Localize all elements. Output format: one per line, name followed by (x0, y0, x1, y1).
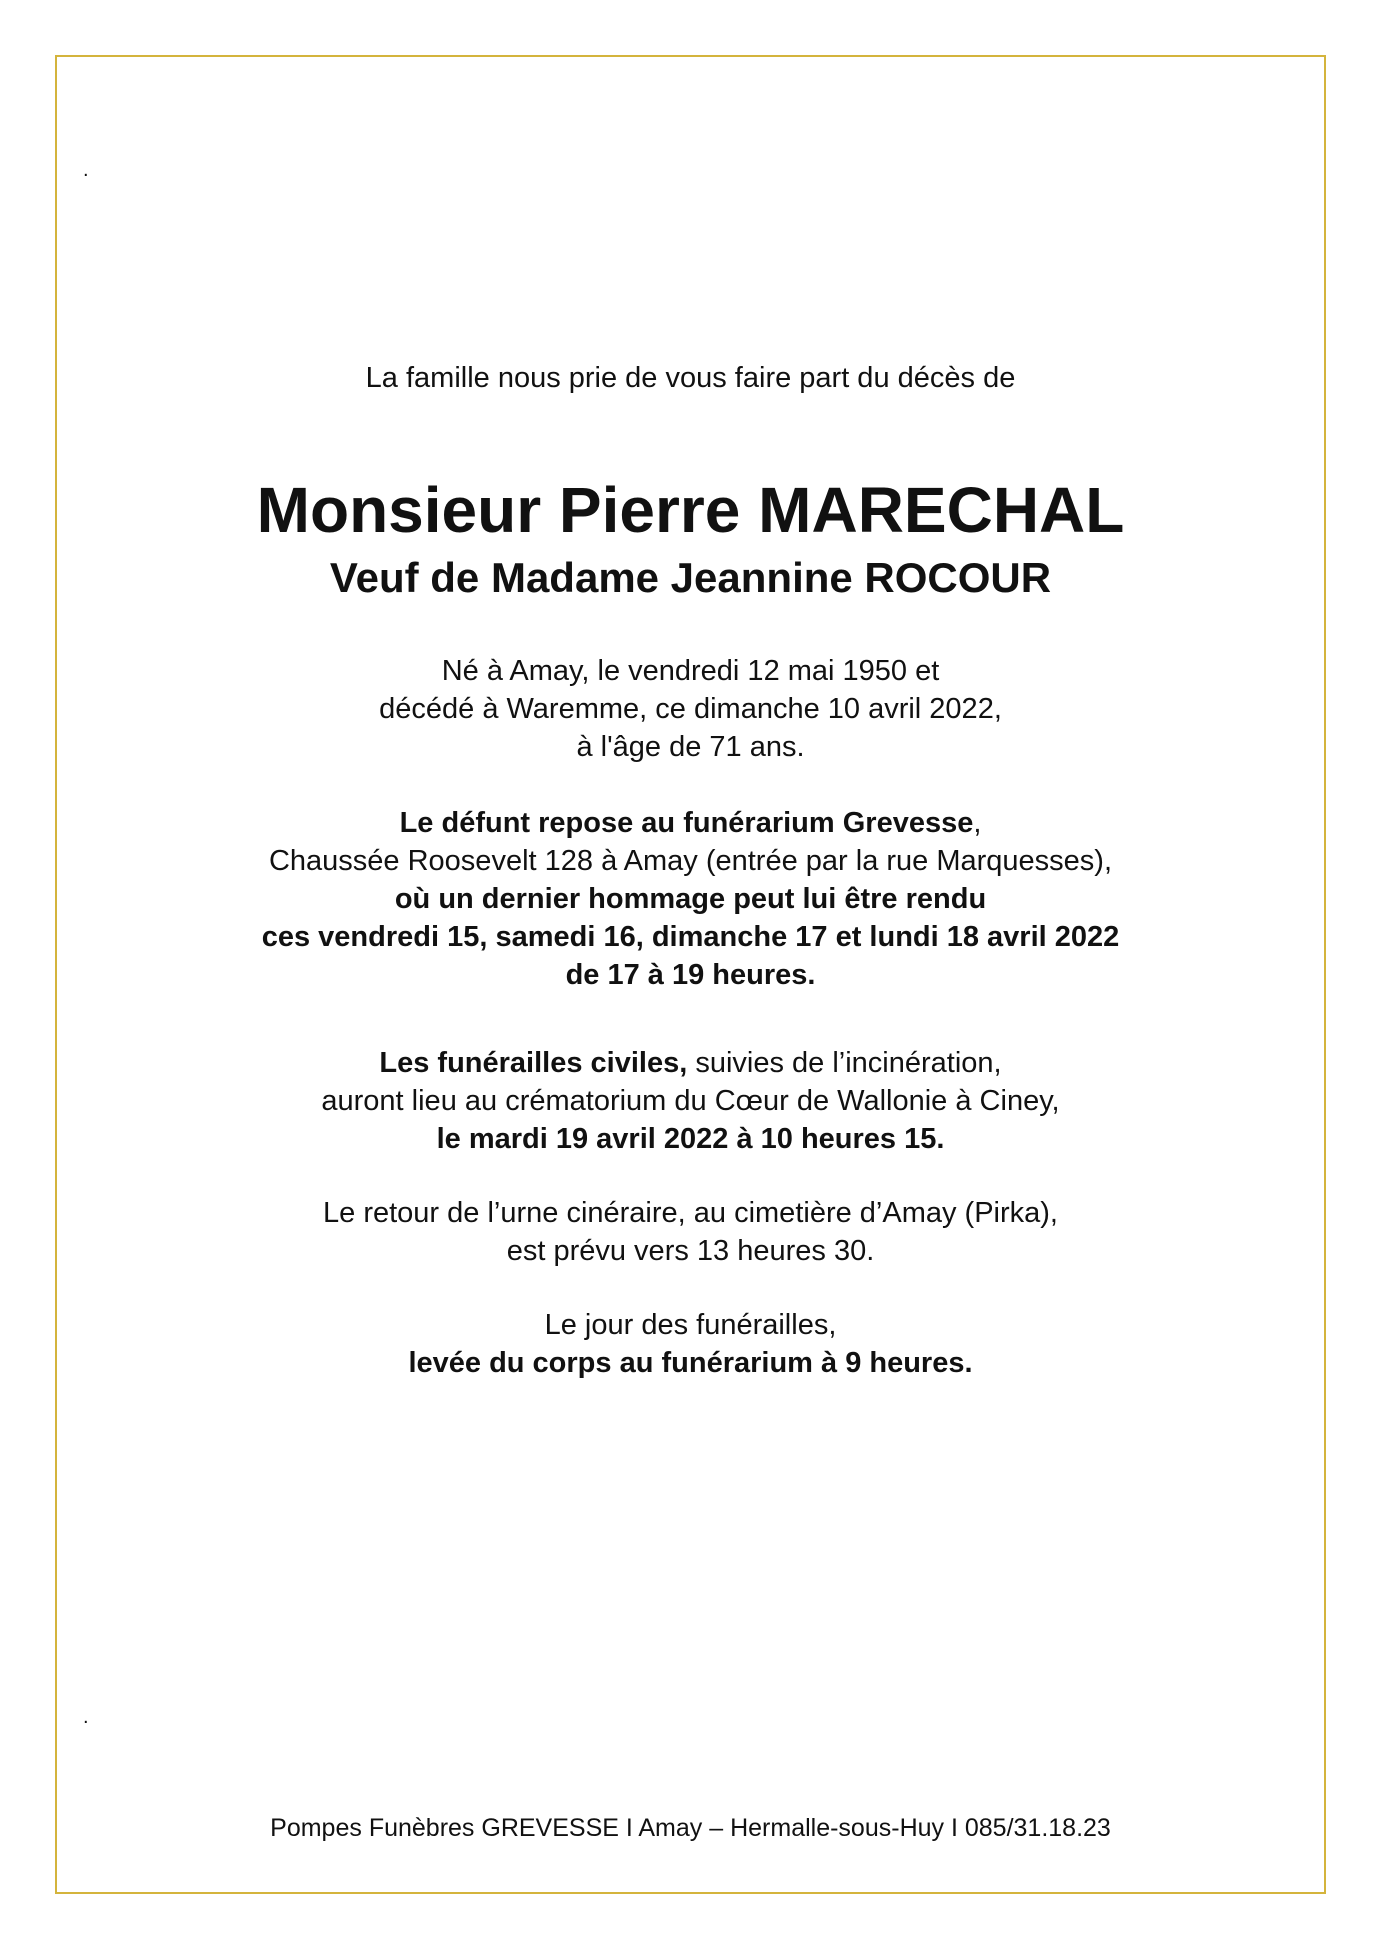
funeral-type: Les funérailles civiles, (379, 1047, 688, 1079)
repose-address: Chaussée Roosevelt 128 à Amay (entrée par la rue Marquesses), (268, 845, 1113, 877)
birth-line: Né à Amay, le vendredi 12 mai 1950 et (441, 655, 940, 687)
age-line: à l'âge de 71 ans. (576, 731, 805, 763)
funeral-day-paragraph (55, 1306, 1326, 1382)
birth-death-paragraph (55, 652, 1326, 766)
urn-line-1: Le retour de l’urne cinéraire, au cimetière d’Amay (Pirka), (323, 1197, 1058, 1229)
death-line: décédé à Waremme, ce dimanche 10 avril 2022, (379, 693, 1002, 725)
deceased-relation: Veuf de Madame Jeannine ROCOUR (329, 554, 1052, 601)
top-marker: . (83, 159, 89, 181)
funeral-incineration: suivies de l’incinération, (687, 1047, 1002, 1079)
footer-contact: Pompes Funèbres GREVESSE I Amay – Hermalle-sous-Huy I 085/31.18.23 (270, 1814, 1111, 1842)
intro-text: La famille nous prie de vous faire part du décès de (365, 362, 1016, 394)
funeral-day-line-1: Le jour des funérailles, (544, 1309, 837, 1341)
urn-line-2: est prévu vers 13 heures 30. (506, 1235, 875, 1267)
funeral-location: auront lieu au crématorium du Cœur de Wallonie à Ciney, (321, 1085, 1060, 1117)
funeral-day-line-2: levée du corps au funérarium à 9 heures. (408, 1347, 973, 1379)
bottom-marker: . (83, 1706, 89, 1728)
repose-line-1 (55, 804, 1326, 842)
deceased-name: Monsieur Pierre MARECHAL (256, 474, 1125, 546)
repose-dates: ces vendredi 15, samedi 16, dimanche 17 et lundi 18 avril 2022 (261, 921, 1120, 953)
repose-place: Le défunt repose au funérarium Grevesse (399, 807, 974, 839)
repose-hours: de 17 à 19 heures. (565, 959, 816, 991)
funeral-line-1 (55, 1044, 1326, 1082)
funeral-datetime: le mardi 19 avril 2022 à 10 heures 15. (436, 1123, 945, 1155)
urn-paragraph (55, 1194, 1326, 1270)
repose-comma: , (973, 807, 982, 839)
repose-paragraph (55, 804, 1326, 994)
repose-tribute: où un dernier hommage peut lui être rendu (394, 883, 987, 915)
funeral-paragraph (55, 1044, 1326, 1158)
